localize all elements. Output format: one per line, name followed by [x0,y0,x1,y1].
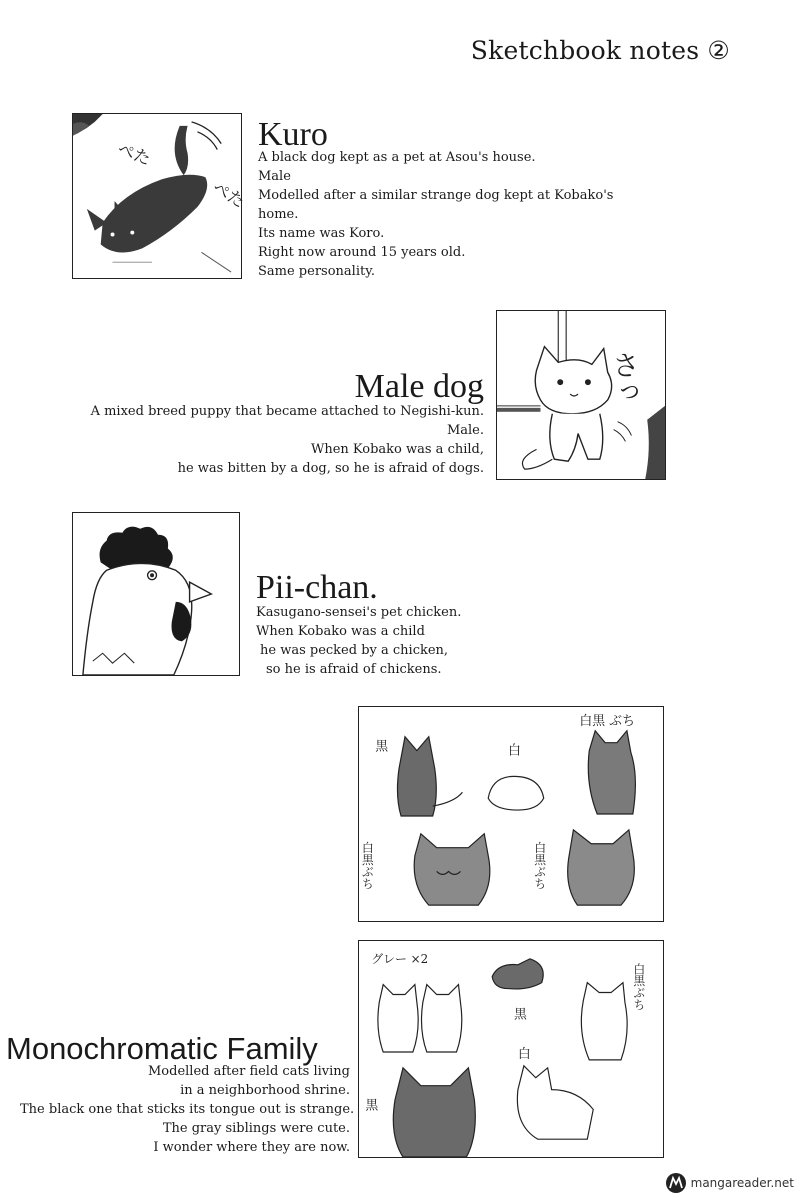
chicken-illustration [72,512,240,676]
male-dog-heading: Male dog [354,368,484,405]
desc-line: Modelled after field cats living [148,1064,350,1079]
desc-line: Modelled after a similar strange dog kept at Kobako's [258,188,614,203]
desc-line: When Kobako was a child, [310,442,484,457]
desc-line: he was pecked by a chicken, [260,643,449,658]
desc-line: A black dog kept as a pet at Asou's house. [258,150,536,165]
watermark-text: mangareader.net [690,1176,794,1190]
desc-line: in a neighborhood shrine. [180,1083,350,1098]
label-black-cat: 黒 [375,739,389,755]
label-white-cat: 白 [508,743,521,759]
desc-line: Its name was Koro. [258,226,385,241]
label-calico-cat-3: 白黒ぶち [532,841,547,890]
cats-illustration-1 [358,706,664,922]
puppy-illustration [496,310,666,480]
desc-line: Male. [446,423,484,438]
label-calico-cat-2: 白黒ぶち [360,841,375,890]
page-title: Sketchbook notes ② [470,36,730,65]
label-black-cat-top: 黒 [513,1007,527,1023]
label-calico-cat-2b: 白黒ぶち [631,962,646,1011]
desc-line: Male [258,169,291,184]
desc-line: A mixed breed puppy that became attached to Negishi-kun. [90,404,484,419]
desc-line: Same personality. [258,264,375,279]
monochromatic-family-heading: Monochromatic Family [6,1031,318,1066]
pii-chan-description [256,603,461,679]
kuro-illustration [72,113,249,279]
sfx-pata-1: ぺた [115,138,154,169]
pii-chan-heading: Pii-chan. [256,569,378,606]
desc-line: Kasugano-sensei's pet chicken. [256,605,462,620]
desc-line: Right now around 15 years old. [258,245,466,260]
male-dog-description [60,402,484,478]
cats-illustration-2 [358,940,664,1158]
desc-line: The gray siblings were cute. [162,1121,350,1136]
monochromatic-family-description [20,1062,355,1157]
desc-line: I wonder where they are now. [153,1140,350,1155]
label-white-cat-2: 白 [517,1046,531,1062]
label-calico-cat: 白黒 ぶち [579,713,635,729]
kuro-description [258,148,613,281]
sfx-pata-2: ぺた [209,177,249,212]
sfx-sa: さっ [606,350,640,406]
desc-line: home. [258,207,299,222]
desc-line: The black one that sticks its tongue out is strange. [20,1102,355,1117]
label-gray-cats: グレー ×2 [371,951,429,966]
desc-line: When Kobako was a child [256,624,425,639]
kuro-heading: Kuro [258,116,328,153]
watermark [665,1172,794,1194]
desc-line: so he is afraid of chickens. [266,662,442,677]
desc-line: he was bitten by a dog, so he is afraid of dogs. [177,461,484,476]
label-black-cat-bottom: 黒 [365,1098,379,1114]
watermark-logo-icon [665,1172,687,1194]
